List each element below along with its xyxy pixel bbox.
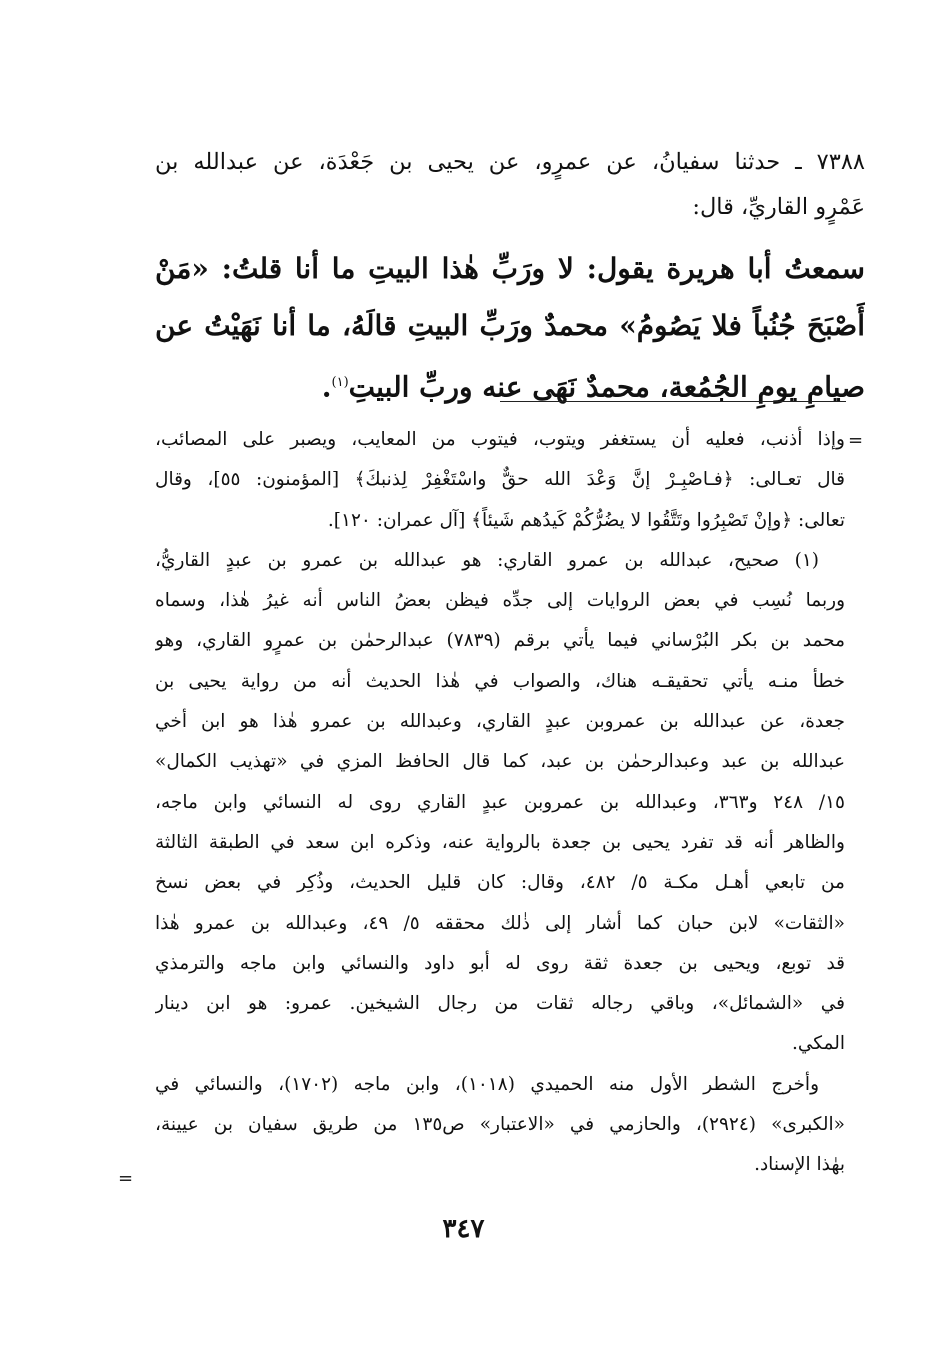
footnote-line: محمد بن بكر البُرْساني فيما يأتي برقم (٧٨٣٩) عبدالرحمٰن بن عمرٍو القاري، وهو [155,630,845,652]
footnotes [155,420,845,1186]
isnad-line: عَمْرٍو القاريِّ، قال: [692,194,865,220]
matn-period: . [321,370,332,404]
continuation-mark: = [848,430,864,451]
footnote-line: (١) صحيح، عبدالله بن عمرو القاري: هو عبدالله بن عمرو بن عبدٍ القاريُّ، [155,549,819,571]
footnote-separator [500,401,846,402]
matn-line-text: صيامِ يومِ الجُمُعة، محمدٌ نَهَى عنه وربِّ البيتِ [348,370,865,404]
footnote-line: «الكبرى» (٢٩٢٤)، والحازمي في «الاعتبار» ص١٣٥ من طريق سفيان بن عيينة، [155,1114,845,1136]
footnote-line: جعدة، عن عبدالله بن عمروبن عبدٍ القاري، وعبدالله بن عمرو هٰذا هو ابن أخي [155,711,845,733]
footnote-line: وإذا أذنب، فعليه أن يستغفر ويتوب، فيتوب من المعايب، ويصبر على المصائب، [155,429,845,450]
page-number: ٣٤٧ [442,1214,485,1244]
trailing-mark: = [118,1168,134,1189]
hadith-isnad [155,140,865,230]
footnote-line: والظاهر أنه قد تفرد يحيى بن جعدة بالرواية عنه، وذكره ابن سعد في الطبقة الثالثة [155,831,845,853]
isnad-line: ٧٣٨٨ ـ حدثنا سفيانُ، عن عمرٍو، عن يحيى بن جَعْدَة، عن عبدالله بن [155,149,865,175]
footnote-line: وأخرج الشطر الأول منه الحميدي (١٠١٨)، وابن ماجه (١٧٠٢)، والنسائي في [155,1073,819,1095]
footnote-line: خطأ منـه يأتي تحقيقـه هناك، والصواب في هٰذا الحديث أنه من رواية يحيى بن [155,670,845,692]
footnote-line: في «الشمائل»، وباقي رجاله ثقات من رجال الشيخين. عمرو: هو ابن دينار [155,993,845,1015]
footnote-line: قد توبع، ويحيى بن جعدة ثقة روى له أبو داود والنسائي وابن ماجه والترمذي [155,952,845,974]
footnote-line: تعالى: ﴿وإنْ تَصْبِرُوا وتَتَّقُوا لا يضُرُّكُمْ كَيدُهم شَيئاً﴾ [آل عمران: ١٢٠]. [327,509,845,531]
footnote-line: بهٰذا الإسناد. [754,1154,845,1176]
footnote-line: المكي. [792,1033,845,1055]
matn-line: سمعتُ أبا هريرة يقول: لا ورَبِّ هٰذا البيتِ ما أنا قلتُ: «مَنْ [155,252,865,285]
matn-line-final [155,354,865,411]
footnote-line: قال تعـالى: ﴿فـاصْبِـرْ إنَّ وَعْدَ الله حقٌّ واسْتَغْفِرْ لِذنبكَ﴾ [المؤمنون: ٥٥]، وقال [155,469,845,491]
footnote-line: عبدالله بن عبد وعبدالرحمٰن بن عبد، كما قال الحافظ المزي في «تهذيب الكمال» [155,751,845,773]
footnote-marker: (١) [331,375,349,390]
matn-line: أَصْبَحَ جُنُباً فلا يَصُومُ» محمدٌ ورَبِّ البيتِ قالَهُ، ما أنا نَهَيْتُ عن [155,309,865,342]
footnote-line: «الثقات» لابن حبان كما أشار إلى ذٰلك محققه ٥/ ٤٩، وعبدالله بن عمرو هٰذا [155,912,845,934]
footnote-line: من تابعي أهـل مكـة ٥/ ٤٨٢، وقال: كان قليل الحديث، وذُكِر في بعض نسخ [155,872,845,894]
hadith-matn [155,240,865,411]
footnote-line: ١٥/ ٢٤٨ و٣٦٣، وعبدالله بن عمروبن عبدٍ القاري روى له النسائي وابن ماجه، [155,791,845,813]
footnote-line: وربما نُسِب في بعض الروايات إلى جدِّه فيظن بعضُ الناس أنه غيرُ هٰذا، وسماه [155,590,845,612]
